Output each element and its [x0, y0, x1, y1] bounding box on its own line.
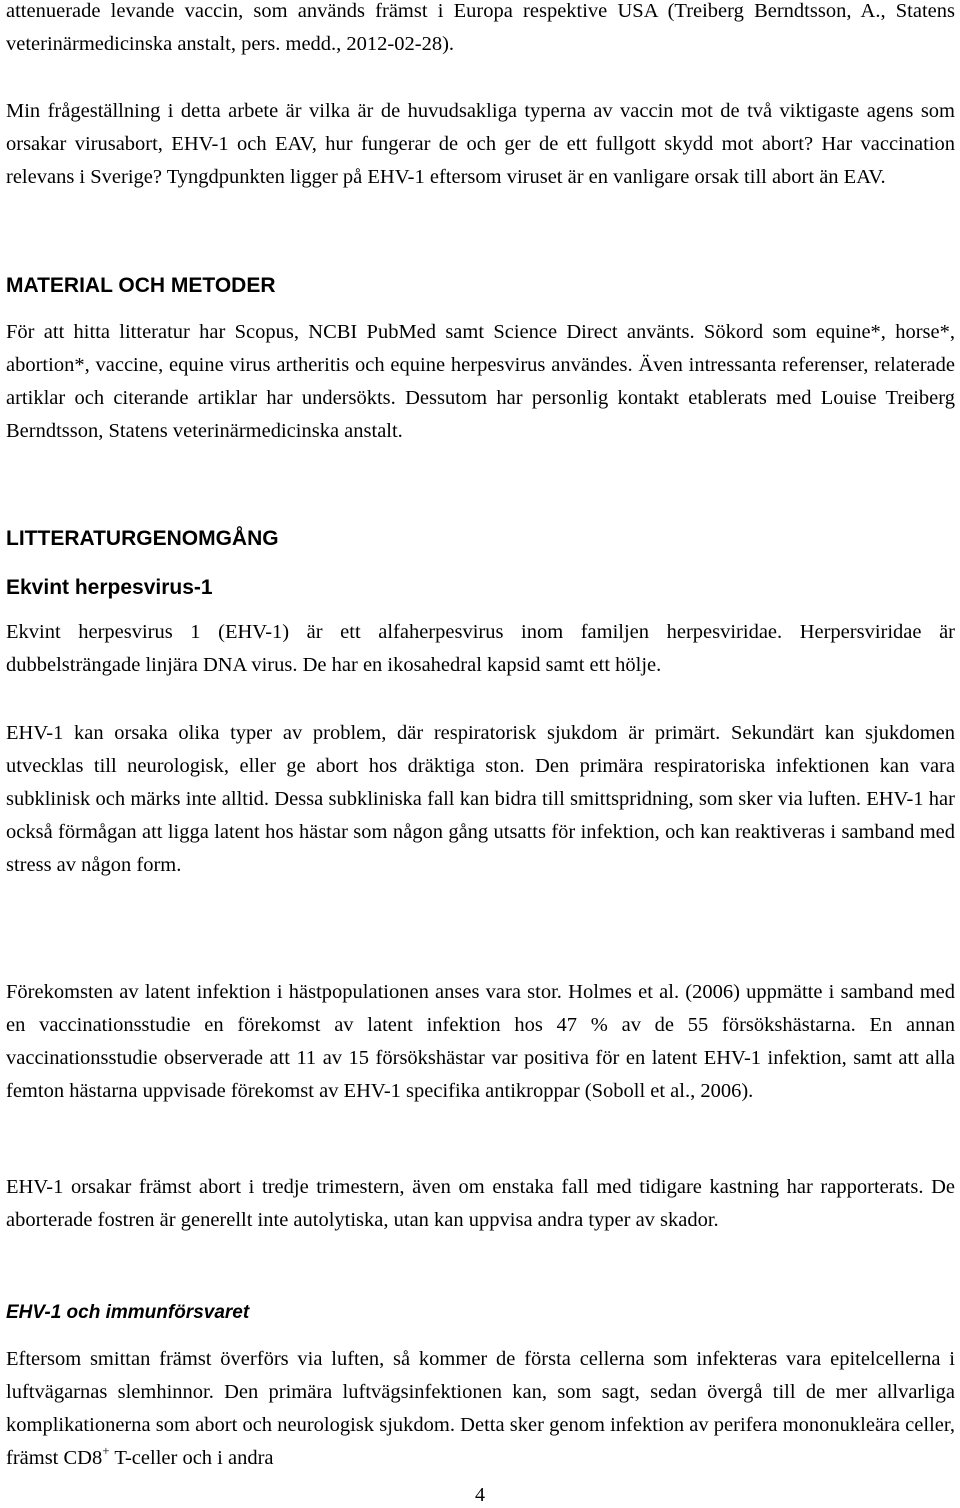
heading-material-och-metoder: MATERIAL OCH METODER: [6, 274, 276, 297]
paragraph-ehv1-intro: Ekvint herpesvirus 1 (EHV-1) är ett alfaherpesvirus inom familjen herpesviridae. Herpersviridae är dubbelsträngade linjära DNA virus. De har en ikosahedral kapsid samt ett hölje.: [6, 621, 955, 676]
heading-litteraturgenomgang: LITTERATURGENOMGÅNG: [6, 527, 279, 550]
paragraph-intro-continuation: attenuerade levande vaccin, som används främst i Europa respektive USA (Treiberg Berndtsson, A., Statens veterinärmedicinska anstalt, pers. medd., 2012-02-28).: [6, 0, 955, 55]
paragraph-research-question: Min frågeställning i detta arbete är vilka är de huvudsakliga typerna av vaccin mot de två viktigaste agens som orsakar virusabort, EHV-1 och EAV, hur fungerar de och ger de ett fullgott skydd mot abort? Har vaccination relevans i Sverige? Tyngdpunkten ligger på EHV-1 eftersom viruset är en vanligare orsak till abort än EAV.: [6, 100, 955, 188]
paragraph-ehv1-problems: EHV-1 kan orsaka olika typer av problem, där respiratorisk sjukdom är primärt. Sekundärt kan sjukdomen utvecklas till neurologisk, eller ge abort hos dräktiga ston. Den primära respiratoriska infektionen kan vara subklinisk och märks inte alltid. Dessa subkliniska fall kan bidra till smittspridning, som sker via luften. EHV-1 har också förmågan att ligga latent hos hästar som någon gång utsatts för infektion, och kan reaktiveras i samband med stress av någon form.: [6, 722, 955, 876]
subheading-ekvint-herpesvirus: Ekvint herpesvirus-1: [6, 576, 213, 599]
paragraph-immune: [6, 1343, 955, 1475]
superscript-plus: +: [102, 1443, 110, 1458]
paragraph-latent-infection: Förekomsten av latent infektion i hästpopulationen anses vara stor. Holmes et al. (2006) uppmätte i samband med en vaccinationsstudie en förekomst av latent infektion hos 47 % av de 55 försökshästarna. En annan vaccinationsstudie observerade att 11 av 15 försökshästar var positiva för en latent EHV-1 infektion, samt att alla femton hästarna uppvisade förekomst av EHV-1 specifika antikroppar (Soboll et al., 2006).: [6, 981, 955, 1102]
paragraph-immune-text-end: T-celler och i andra: [109, 1447, 274, 1469]
paragraph-immune-text: Eftersom smittan främst överförs via luften, så kommer de första cellerna som infekteras vara epitelcellerna i luftvägarnas slemhinnor. Den primära luftvägsinfektionen kan, som sagt, sedan övergå till de mer allvarliga komplikationerna som abort och neurologisk sjukdom. Detta sker genom infektion av perifera mononukleära celler, främst CD8: [6, 1348, 955, 1469]
subheading-ehv1-immunforsvaret: EHV-1 och immunförsvaret: [6, 1302, 250, 1323]
paragraph-methods: För att hitta litteratur har Scopus, NCBI PubMed samt Science Direct använts. Sökord som equine*, horse*, abortion*, vaccine, equine virus artheritis och equine herpesvirus användes. Även intressanta referenser, relaterade artiklar och citerande artiklar har undersökts. Dessutom har personlig kontakt etablerats med Louise Treiberg Berndtsson, Statens veterinärmedicinska anstalt.: [6, 321, 955, 442]
paragraph-abort: EHV-1 orsakar främst abort i tredje trimestern, även om enstaka fall med tidigare kastning har rapporterats. De aborterade fostren är generellt inte autolytiska, utan kan uppvisa andra typer av skador.: [6, 1176, 955, 1231]
page-number: 4: [475, 1484, 485, 1506]
